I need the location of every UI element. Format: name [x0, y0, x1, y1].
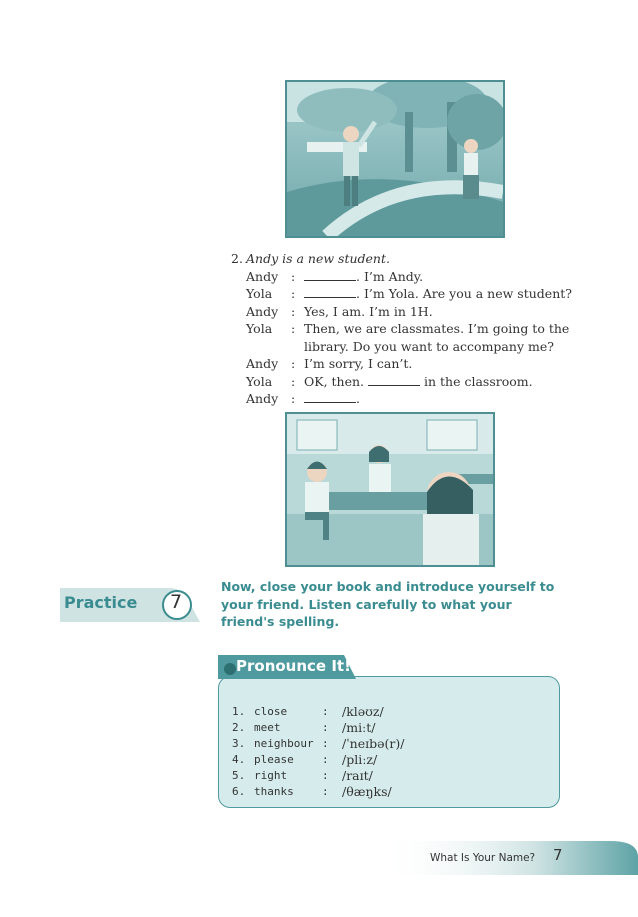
word: thanks [254, 785, 294, 798]
list-item: 4. please : /pliːz/ [232, 752, 378, 767]
word: meet [254, 721, 281, 734]
ipa: /raɪt/ [342, 768, 373, 783]
page-number: 7 [553, 846, 563, 864]
speaker-name: Andy [246, 268, 279, 284]
answer-blank[interactable] [304, 392, 356, 403]
word: close [254, 705, 288, 718]
dialogue-text: . [356, 391, 360, 406]
speaker-name: Andy [246, 356, 279, 371]
pronounce-heading-tab [218, 651, 358, 681]
list-item: 3. neighbour : /ˈneɪbə(r)/ [232, 736, 405, 751]
speaker-name: Yola [246, 321, 273, 336]
practice-label [60, 582, 210, 628]
ipa: /θæŋks/ [342, 784, 392, 799]
answer-blank[interactable] [304, 287, 356, 298]
ipa: /pliːz/ [342, 752, 378, 767]
dialogue-text: I’m sorry, I can’t. [304, 356, 413, 371]
list-item: 5. right : /raɪt/ [232, 768, 373, 783]
answer-blank[interactable] [304, 270, 356, 281]
ipa: /ˈneɪbə(r)/ [342, 736, 405, 751]
pronunciation-list [232, 704, 532, 800]
ipa: /miːt/ [342, 720, 376, 735]
ipa: /kləʊz/ [342, 704, 384, 719]
chapter-title: What Is Your Name? [430, 852, 536, 864]
dialogue-text: Then, we are classmates. I’m going to the library. Do you want to accompany me? [304, 321, 570, 354]
list-item: 6. thanks : /θæŋks/ [232, 784, 392, 799]
pronounce-heading: Pronounce It! [236, 657, 351, 675]
word: right [254, 769, 288, 782]
answer-blank[interactable] [368, 375, 420, 386]
dialogue-text: . I’m Yola. Are you a new student? [356, 286, 572, 301]
classroom-illustration [285, 412, 495, 567]
park-illustration [285, 80, 505, 238]
word: please [254, 753, 294, 766]
speaker-name: Andy [246, 391, 279, 406]
speaker-name: Yola [246, 286, 273, 301]
exercise-number: 2. [231, 251, 243, 266]
dialogue-text: Yes, I am. I’m in 1H. [304, 303, 433, 319]
list-item: 1. close : /kləʊz/ [232, 704, 384, 719]
list-item: 2. meet : /miːt/ [232, 720, 376, 735]
practice-number: 7 [170, 591, 183, 613]
speaker-name: Andy [246, 303, 279, 319]
practice-instruction: Now, close your book and introduce yourself to your friend. Listen carefully to what your friend's spelling. [221, 579, 555, 629]
dialogue-text: OK, then. [304, 373, 365, 389]
exercise-title: Andy is a new student. [246, 251, 390, 266]
practice-word: Practice [64, 593, 138, 612]
dialogue-text: in the classroom. [424, 373, 533, 389]
speaker-name: Yola [246, 373, 273, 389]
dialogue-text: . I’m Andy. [356, 268, 424, 284]
classroom-scene-icon [287, 414, 493, 565]
word: neighbour [254, 737, 314, 750]
park-scene-icon [287, 82, 503, 236]
